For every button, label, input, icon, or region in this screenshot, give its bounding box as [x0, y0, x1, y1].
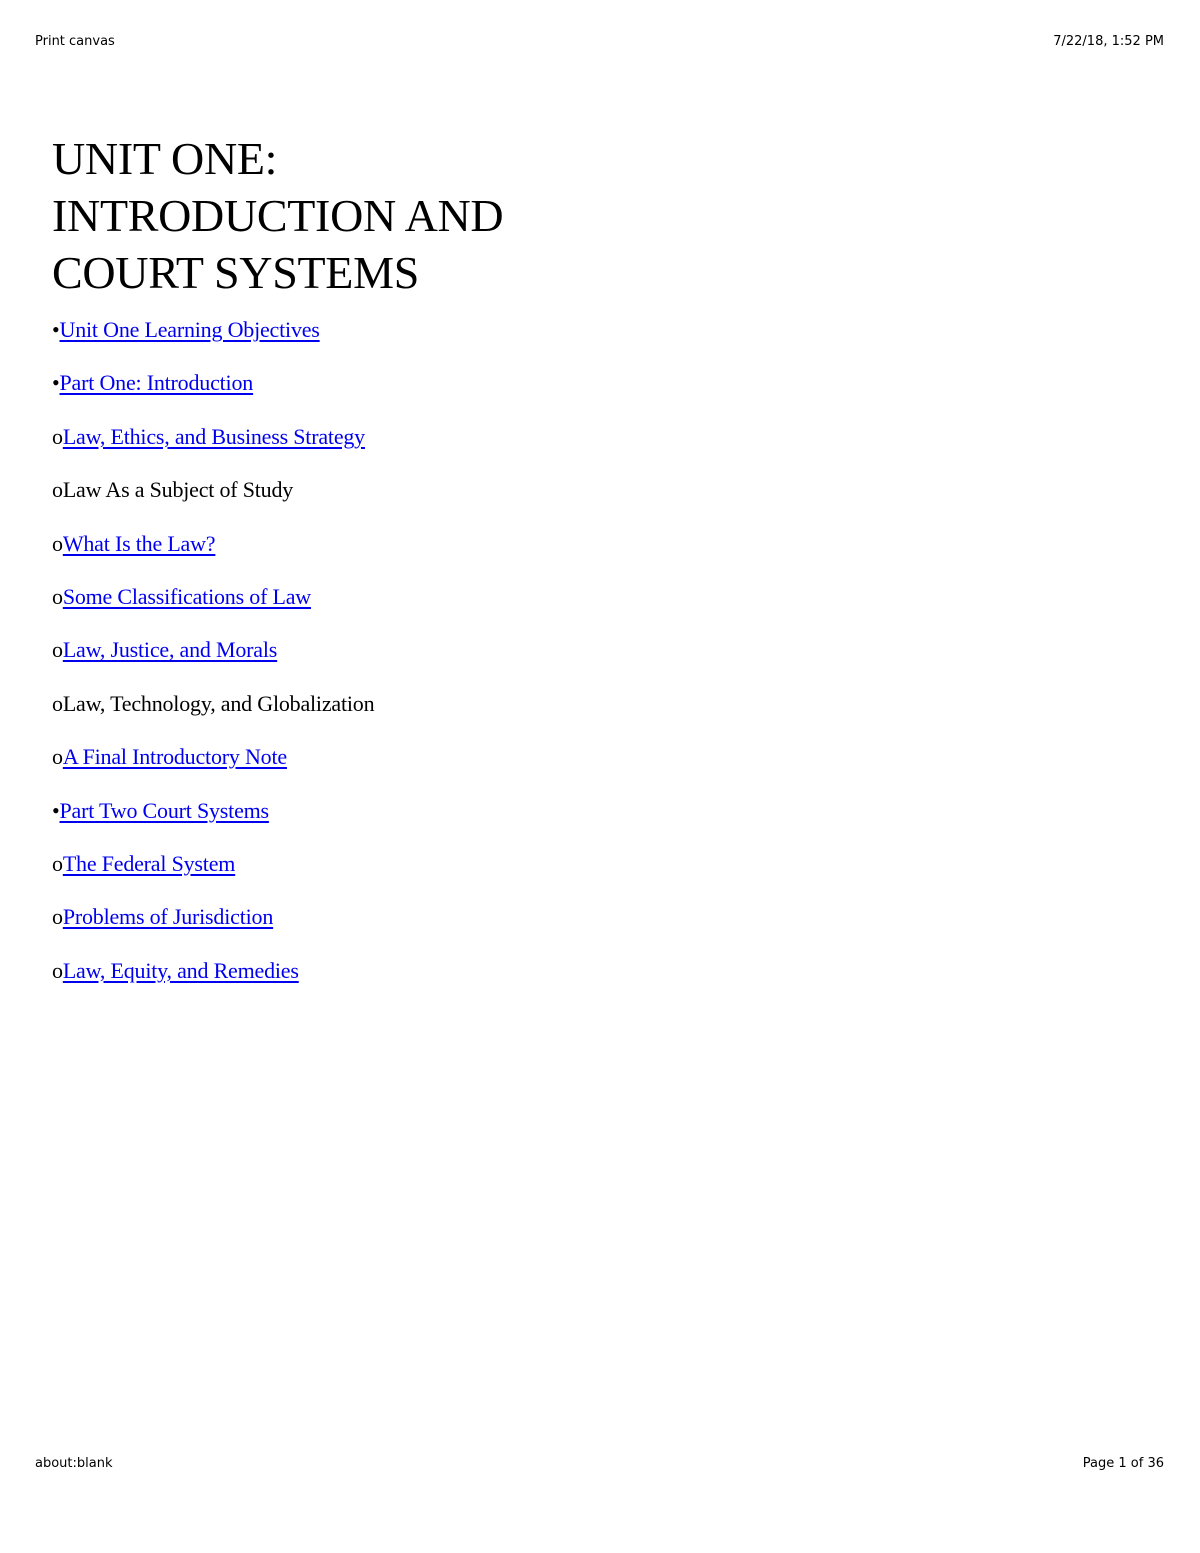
page-title-line-2: INTRODUCTION AND: [52, 190, 504, 241]
print-footer: [35, 1456, 1164, 1471]
sub-bullet-marker: o: [52, 583, 63, 609]
toc-item-law-equity-remedies: [52, 958, 952, 983]
print-footer-page-number: Page 1 of 36: [1082, 1456, 1164, 1471]
print-footer-url: about:blank: [35, 1456, 113, 1471]
table-of-contents: [52, 317, 952, 983]
sub-bullet-marker: o: [52, 637, 63, 663]
sub-bullet-marker: o: [52, 957, 63, 983]
toc-item-law-ethics: [52, 424, 952, 449]
sub-bullet-marker: o: [52, 530, 63, 556]
sub-bullet-marker: o: [52, 690, 63, 716]
toc-item-federal-system: [52, 851, 952, 876]
page-title: [52, 130, 952, 301]
print-header-datetime: 7/22/18, 1:52 PM: [1053, 34, 1164, 49]
link-unit-one-learning-objectives[interactable]: Unit One Learning Objectives: [59, 317, 320, 342]
link-what-is-the-law[interactable]: What Is the Law?: [62, 530, 216, 556]
text-law-as-a-subject-of-study: Law As a Subject of Study: [62, 477, 294, 503]
link-law-equity-and-remedies[interactable]: Law, Equity, and Remedies: [62, 957, 299, 983]
link-the-federal-system[interactable]: The Federal System: [62, 850, 236, 876]
toc-item-classifications-of-law: [52, 584, 952, 609]
toc-item-part-one: [52, 370, 952, 395]
link-law-ethics-business-strategy[interactable]: Law, Ethics, and Business Strategy: [62, 423, 365, 449]
link-part-one-introduction[interactable]: Part One: Introduction: [59, 370, 254, 396]
toc-item-problems-of-jurisdiction: [52, 904, 952, 929]
sub-bullet-marker: o: [52, 904, 63, 930]
toc-item-what-is-the-law: [52, 531, 952, 556]
link-a-final-introductory-note[interactable]: A Final Introductory Note: [62, 744, 287, 770]
document-content: [52, 130, 952, 1011]
bullet-marker: •: [52, 797, 60, 823]
print-header: [35, 34, 1164, 49]
link-problems-of-jurisdiction[interactable]: Problems of Jurisdiction: [62, 904, 274, 930]
toc-item-part-two: [52, 798, 952, 823]
page-title-line-3: COURT SYSTEMS: [52, 247, 419, 298]
print-header-title: Print canvas: [35, 34, 115, 49]
toc-item-law-technology-globalization: [52, 691, 952, 716]
toc-item-final-introductory-note: [52, 744, 952, 769]
toc-item-learning-objectives: [52, 317, 952, 342]
text-law-technology-globalization: Law, Technology, and Globalization: [62, 690, 375, 716]
sub-bullet-marker: o: [52, 423, 63, 449]
sub-bullet-marker: o: [52, 744, 63, 770]
page-title-line-1: UNIT ONE:: [52, 133, 278, 184]
link-part-two-court-systems[interactable]: Part Two Court Systems: [59, 797, 269, 823]
toc-item-law-justice-morals: [52, 637, 952, 662]
toc-item-law-subject-of-study: [52, 477, 952, 502]
sub-bullet-marker: o: [52, 850, 63, 876]
bullet-marker: •: [52, 370, 60, 396]
link-law-justice-and-morals[interactable]: Law, Justice, and Morals: [62, 637, 278, 663]
sub-bullet-marker: o: [52, 477, 63, 503]
bullet-marker: •: [52, 317, 60, 342]
link-some-classifications-of-law[interactable]: Some Classifications of Law: [62, 583, 311, 609]
